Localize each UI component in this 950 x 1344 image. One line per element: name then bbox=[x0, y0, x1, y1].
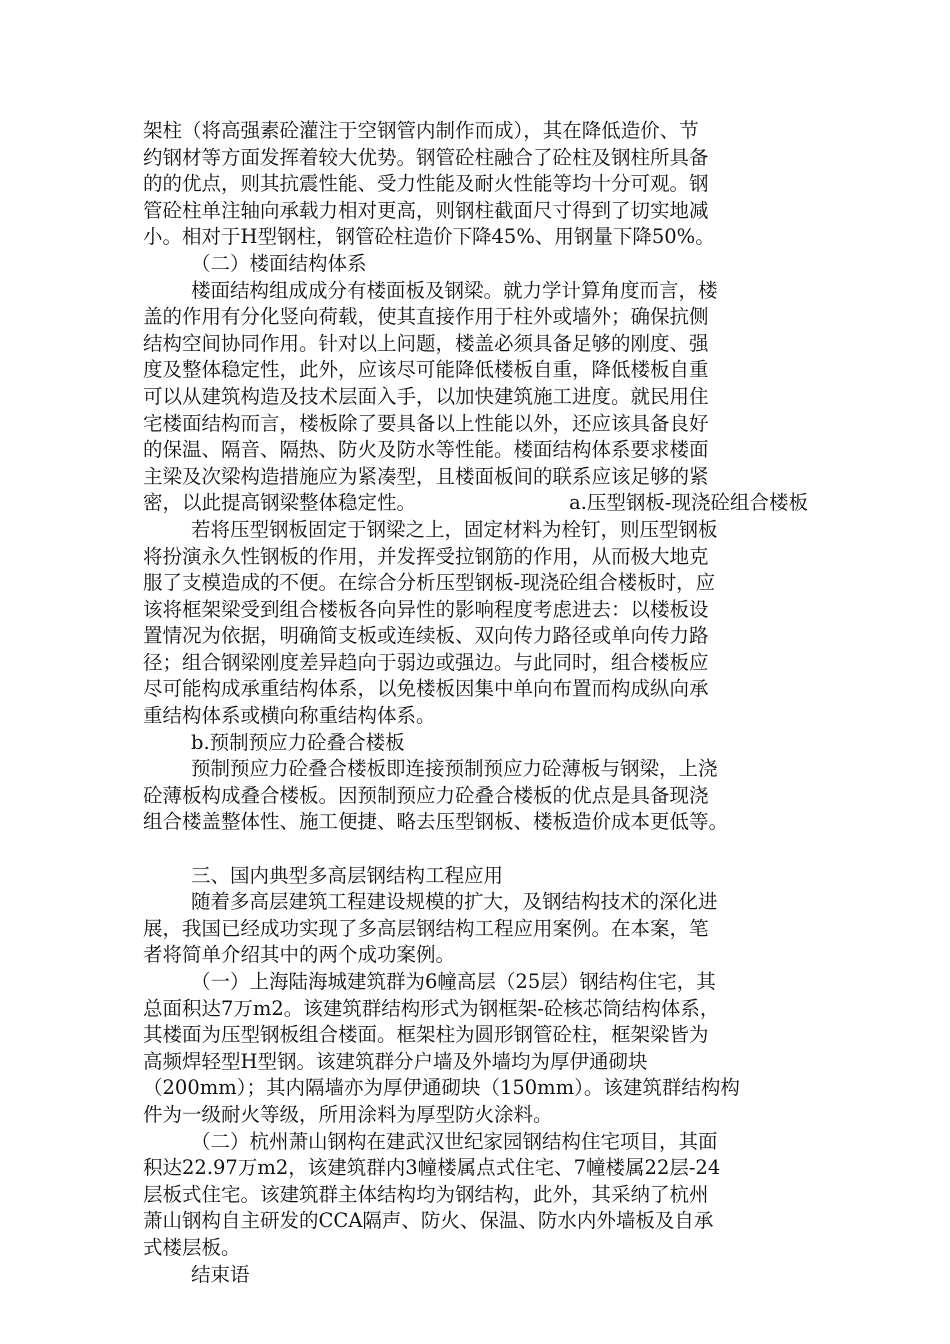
document-body bbox=[143, 118, 808, 1288]
paragraph-line: 萧山钢构自主研发的CCA隔声、防火、保温、防水内外墙板及自承 bbox=[143, 1209, 714, 1233]
paragraph-line: 积达22.97万m2，该建筑群内3幢楼属点式住宅、7幢楼属22层-24 bbox=[143, 1156, 721, 1180]
paragraph-line: 砼薄板构成叠合楼板。因预制预应力砼叠合楼板的优点是具备现浇 bbox=[143, 783, 709, 807]
paragraph-line: 楼面结构组成成分有楼面板及钢梁。就力学计算角度而言，楼 bbox=[191, 278, 718, 302]
paragraph-line: （200mm）；其内隔墙亦为厚伊通砌块（150mm）。该建筑群结构构 bbox=[143, 1076, 740, 1100]
paragraph-line: 件为一级耐火等级，所用涂料为厚型防火涂料。 bbox=[143, 1102, 553, 1126]
subheading-a: a.压型钢板-现浇砼组合楼板 bbox=[569, 491, 808, 515]
blank-line bbox=[143, 836, 808, 863]
paragraph-line: 者将简单介绍其中的两个成功案例。 bbox=[143, 943, 456, 967]
paragraph-line: 盖的作用有分化竖向荷载，使其直接作用于柱外或墙外；确保抗侧 bbox=[143, 305, 709, 329]
subheading-b: b.预制预应力砼叠合楼板 bbox=[191, 730, 405, 754]
paragraph-line: 随着多高层建筑工程建设规模的扩大，及钢结构技术的深化进 bbox=[191, 890, 718, 914]
section-heading-conclusion: 结束语 bbox=[191, 1262, 250, 1286]
paragraph-line-with-subheading bbox=[143, 490, 808, 517]
paragraph-line: （二）杭州萧山钢构在建武汉世纪家园钢结构住宅项目，其面 bbox=[191, 1129, 718, 1153]
paragraph-line: 展，我国已经成功实现了多高层钢结构工程应用案例。在本案，笔 bbox=[143, 916, 709, 940]
section-heading-floor-system: （二）楼面结构体系 bbox=[191, 251, 367, 275]
paragraph-line: 置情况为依据，明确简支板或连续板、双向传力路径或单向传力路 bbox=[143, 624, 709, 648]
paragraph-line: 服了支模造成的不便。在综合分析压型钢板-现浇砼组合楼板时，应 bbox=[143, 571, 716, 595]
paragraph-line: 该将框架梁受到组合楼板各向异性的影响程度考虑进去：以楼板设 bbox=[143, 597, 709, 621]
paragraph-line: 度及整体稳定性，此外，应该尽可能降低楼板自重，降低楼板自重 bbox=[143, 358, 709, 382]
paragraph-line: （一）上海陆海城建筑群为6幢高层（25层）钢结构住宅，其 bbox=[191, 970, 716, 993]
paragraph-line: 宅楼面结构而言，楼板除了要具备以上性能以外，还应该具备良好 bbox=[143, 411, 709, 435]
paragraph-line: 若将压型钢板固定于钢梁之上，固定材料为栓钉，则压型钢板 bbox=[191, 517, 718, 541]
paragraph-line: 架柱（将高强素砼灌注于空钢管内制作而成），其在降低造价、节 bbox=[143, 119, 699, 142]
paragraph-line: 主梁及次梁构造措施应为紧凑型，且楼面板间的联系应该足够的紧 bbox=[143, 464, 709, 488]
paragraph-line: 密，以此提高钢梁整体稳定性。 bbox=[143, 491, 417, 515]
section-heading-applications: 三、国内典型多高层钢结构工程应用 bbox=[191, 863, 504, 887]
paragraph-line: 其楼面为压型钢板组合楼面。框架柱为圆形钢管砼柱，框架梁皆为 bbox=[143, 1023, 709, 1047]
paragraph-line: 层板式住宅。该建筑群主体结构均为钢结构，此外，其采纳了杭州 bbox=[143, 1182, 709, 1206]
paragraph-line: 的保温、隔音、隔热、防火及防水等性能。楼面结构体系要求楼面 bbox=[143, 438, 709, 462]
paragraph-line: 径；组合钢梁刚度差异趋向于弱边或强边。与此同时，组合楼板应 bbox=[143, 650, 709, 674]
paragraph-line: 小。相对于H型钢柱，钢管砼柱造价下降45%、用钢量下降50%。 bbox=[143, 225, 715, 249]
paragraph-line: 结构空间协同作用。针对以上问题，楼盖必须具备足够的刚度、强 bbox=[143, 331, 709, 355]
paragraph-line: 高频焊轻型H型钢。该建筑群分户墙及外墙均为厚伊通砌块 bbox=[143, 1049, 648, 1073]
paragraph-line: 管砼柱单注轴向承载力相对更高，则钢柱截面尺寸得到了切实地减 bbox=[143, 198, 709, 222]
paragraph-line: 重结构体系或横向称重结构体系。 bbox=[143, 704, 436, 728]
paragraph-line: 尽可能构成承重结构体系，以免楼板因集中单向布置而构成纵向承 bbox=[143, 677, 709, 701]
paragraph-line: 组合楼盖整体性、施工便捷、略去压型钢板、楼板造价成本更低等。 bbox=[143, 810, 729, 834]
paragraph-line: 将扮演永久性钢板的作用，并发挥受拉钢筋的作用，从而极大地克 bbox=[143, 544, 709, 568]
paragraph-line: 预制预应力砼叠合楼板即连接预制预应力砼薄板与钢梁，上浇 bbox=[191, 757, 718, 781]
paragraph-line: 总面积达7万m2。该建筑群结构形式为钢框架-砼核芯筒结构体系， bbox=[143, 996, 720, 1020]
paragraph-line: 式楼层板。 bbox=[143, 1235, 241, 1259]
paragraph-line: 的的优点，则其抗震性能、受力性能及耐火性能等均十分可观。钢 bbox=[143, 172, 709, 196]
paragraph-line: 可以从建筑构造及技术层面入手，以加快建筑施工进度。就民用住 bbox=[143, 384, 709, 408]
paragraph-line: 约钢材等方面发挥着较大优势。钢管砼柱融合了砼柱及钢柱所具备 bbox=[143, 145, 709, 169]
